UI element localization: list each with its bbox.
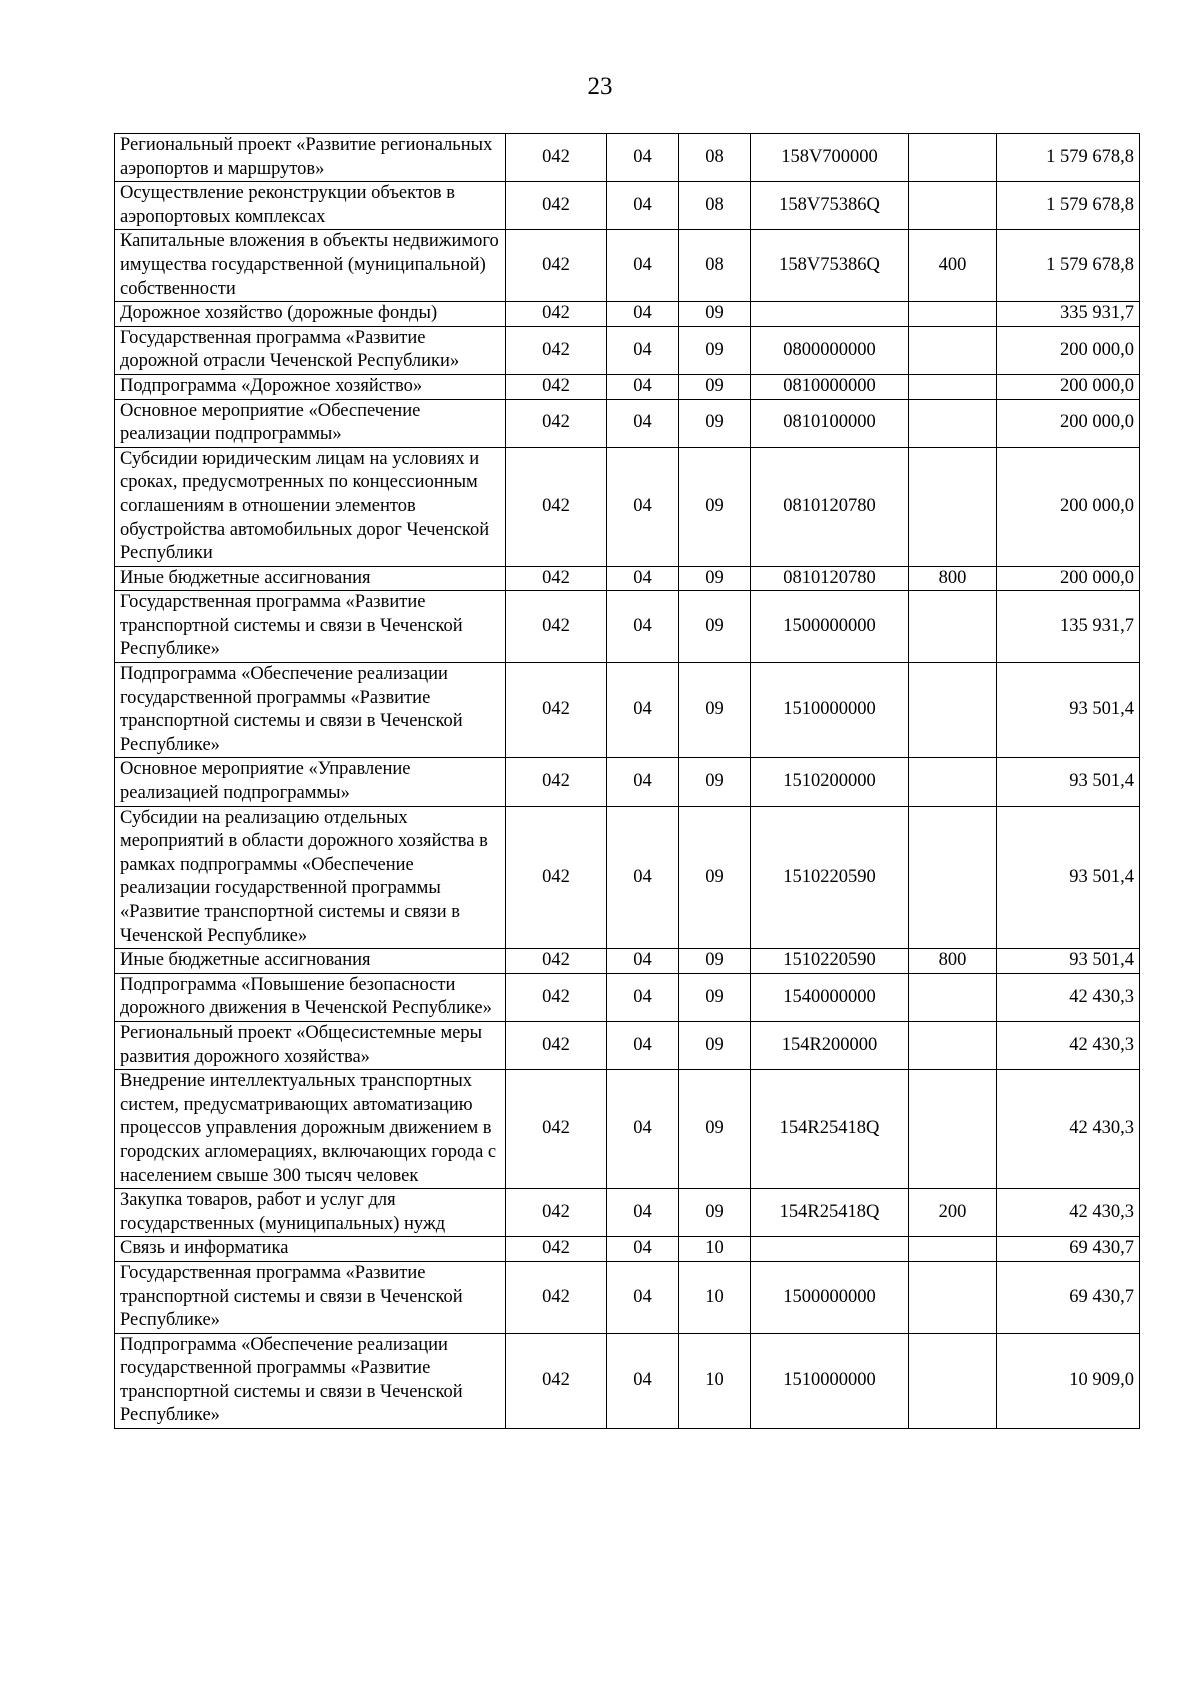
cell-target-code: 1510220590 — [751, 806, 909, 949]
cell-expense-type — [909, 1021, 997, 1069]
cell-gr-code: 042 — [506, 806, 607, 949]
cell-subsection-code: 10 — [679, 1237, 751, 1262]
cell-amount: 93 501,4 — [997, 806, 1140, 949]
cell-gr-code: 042 — [506, 758, 607, 806]
cell-subsection-code: 09 — [679, 973, 751, 1021]
cell-amount: 69 430,7 — [997, 1261, 1140, 1333]
budget-table-body — [115, 134, 1140, 1429]
cell-expense-type — [909, 1261, 997, 1333]
cell-name: Подпрограмма «Повышение безопасности дорожного движения в Чеченской Республике» — [115, 973, 506, 1021]
cell-section-code: 04 — [607, 230, 679, 302]
cell-subsection-code: 09 — [679, 326, 751, 374]
cell-amount: 200 000,0 — [997, 374, 1140, 399]
cell-amount: 42 430,3 — [997, 1070, 1140, 1189]
cell-amount: 42 430,3 — [997, 973, 1140, 1021]
cell-expense-type: 800 — [909, 566, 997, 591]
cell-name: Иные бюджетные ассигнования — [115, 949, 506, 974]
cell-amount: 69 430,7 — [997, 1237, 1140, 1262]
cell-expense-type: 400 — [909, 230, 997, 302]
cell-target-code: 1500000000 — [751, 1261, 909, 1333]
cell-section-code: 04 — [607, 1021, 679, 1069]
cell-expense-type — [909, 663, 997, 758]
cell-subsection-code: 09 — [679, 1189, 751, 1237]
cell-name: Связь и информатика — [115, 1237, 506, 1262]
cell-subsection-code: 09 — [679, 566, 751, 591]
cell-gr-code: 042 — [506, 973, 607, 1021]
cell-gr-code: 042 — [506, 1070, 607, 1189]
cell-subsection-code: 09 — [679, 447, 751, 566]
cell-subsection-code: 08 — [679, 182, 751, 230]
cell-gr-code: 042 — [506, 230, 607, 302]
table-row — [115, 1189, 1140, 1237]
cell-gr-code: 042 — [506, 566, 607, 591]
cell-subsection-code: 08 — [679, 134, 751, 182]
table-row — [115, 566, 1140, 591]
cell-target-code: 158V700000 — [751, 134, 909, 182]
cell-target-code: 158V75386Q — [751, 182, 909, 230]
cell-expense-type — [909, 591, 997, 663]
cell-amount: 200 000,0 — [997, 447, 1140, 566]
cell-amount: 200 000,0 — [997, 399, 1140, 447]
cell-amount: 1 579 678,8 — [997, 182, 1140, 230]
cell-name: Субсидии юридическим лицам на условиях и сроках, предусмотренных по концессионным соглашениям в отношении элементов обустройства автомобильных дорог Чеченской Республики — [115, 447, 506, 566]
table-row — [115, 1261, 1140, 1333]
cell-target-code — [751, 1237, 909, 1262]
table-row — [115, 591, 1140, 663]
cell-gr-code: 042 — [506, 399, 607, 447]
table-row — [115, 374, 1140, 399]
cell-name: Государственная программа «Развитие дорожной отрасли Чеченской Республики» — [115, 326, 506, 374]
cell-gr-code: 042 — [506, 134, 607, 182]
cell-gr-code: 042 — [506, 949, 607, 974]
cell-target-code: 1510220590 — [751, 949, 909, 974]
cell-gr-code: 042 — [506, 302, 607, 327]
cell-subsection-code: 09 — [679, 663, 751, 758]
cell-name: Подпрограмма «Дорожное хозяйство» — [115, 374, 506, 399]
cell-amount: 93 501,4 — [997, 949, 1140, 974]
cell-subsection-code: 09 — [679, 591, 751, 663]
cell-subsection-code: 09 — [679, 302, 751, 327]
cell-amount: 42 430,3 — [997, 1021, 1140, 1069]
cell-name: Региональный проект «Развитие региональных аэропортов и маршрутов» — [115, 134, 506, 182]
cell-subsection-code: 09 — [679, 1021, 751, 1069]
cell-amount: 1 579 678,8 — [997, 134, 1140, 182]
table-row — [115, 1070, 1140, 1189]
cell-amount: 93 501,4 — [997, 663, 1140, 758]
cell-expense-type — [909, 302, 997, 327]
cell-name: Подпрограмма «Обеспечение реализации государственной программы «Развитие транспортной системы и связи в Чеченской Республике» — [115, 1333, 506, 1428]
cell-subsection-code: 08 — [679, 230, 751, 302]
cell-target-code — [751, 302, 909, 327]
cell-target-code: 154R25418Q — [751, 1189, 909, 1237]
cell-section-code: 04 — [607, 399, 679, 447]
cell-target-code: 0810120780 — [751, 566, 909, 591]
cell-name: Капитальные вложения в объекты недвижимого имущества государственной (муниципальной) собственности — [115, 230, 506, 302]
cell-gr-code: 042 — [506, 663, 607, 758]
table-row — [115, 1237, 1140, 1262]
cell-gr-code: 042 — [506, 1237, 607, 1262]
cell-section-code: 04 — [607, 566, 679, 591]
cell-section-code: 04 — [607, 1189, 679, 1237]
page-number: 23 — [587, 73, 613, 100]
budget-table — [114, 133, 1140, 1429]
cell-section-code: 04 — [607, 1333, 679, 1428]
cell-amount: 200 000,0 — [997, 326, 1140, 374]
table-row — [115, 230, 1140, 302]
table-row — [115, 326, 1140, 374]
cell-amount: 10 909,0 — [997, 1333, 1140, 1428]
table-row — [115, 399, 1140, 447]
cell-target-code: 1510200000 — [751, 758, 909, 806]
cell-section-code: 04 — [607, 806, 679, 949]
table-row — [115, 806, 1140, 949]
cell-expense-type — [909, 134, 997, 182]
cell-name: Внедрение интеллектуальных транспортных систем, предусматривающих автоматизацию процессов управления дорожным движением в городских агломерациях, включающих города с населением свыше 300 тысяч человек — [115, 1070, 506, 1189]
cell-section-code: 04 — [607, 447, 679, 566]
cell-subsection-code: 09 — [679, 949, 751, 974]
cell-target-code: 0800000000 — [751, 326, 909, 374]
cell-name: Региональный проект «Общесистемные меры развития дорожного хозяйства» — [115, 1021, 506, 1069]
cell-name: Основное мероприятие «Обеспечение реализации подпрограммы» — [115, 399, 506, 447]
cell-section-code: 04 — [607, 591, 679, 663]
table-row — [115, 447, 1140, 566]
cell-name: Осуществление реконструкции объектов в аэропортовых комплексах — [115, 182, 506, 230]
table-row — [115, 663, 1140, 758]
table-row — [115, 949, 1140, 974]
cell-subsection-code: 10 — [679, 1333, 751, 1428]
cell-target-code: 1500000000 — [751, 591, 909, 663]
cell-expense-type — [909, 973, 997, 1021]
cell-gr-code: 042 — [506, 1021, 607, 1069]
cell-expense-type — [909, 806, 997, 949]
cell-subsection-code: 09 — [679, 374, 751, 399]
cell-gr-code: 042 — [506, 1189, 607, 1237]
table-row — [115, 973, 1140, 1021]
cell-expense-type — [909, 326, 997, 374]
cell-expense-type: 800 — [909, 949, 997, 974]
cell-expense-type — [909, 447, 997, 566]
cell-target-code: 154R200000 — [751, 1021, 909, 1069]
cell-amount: 42 430,3 — [997, 1189, 1140, 1237]
cell-amount: 335 931,7 — [997, 302, 1140, 327]
cell-target-code: 154R25418Q — [751, 1070, 909, 1189]
cell-amount: 93 501,4 — [997, 758, 1140, 806]
cell-amount: 135 931,7 — [997, 591, 1140, 663]
cell-gr-code: 042 — [506, 182, 607, 230]
cell-target-code: 0810120780 — [751, 447, 909, 566]
cell-name: Субсидии на реализацию отдельных мероприятий в области дорожного хозяйства в рамках подпрограммы «Обеспечение реализации государственной программы «Развитие транспортной системы и связи в Чеченской Республике» — [115, 806, 506, 949]
cell-section-code: 04 — [607, 758, 679, 806]
cell-section-code: 04 — [607, 302, 679, 327]
cell-section-code: 04 — [607, 949, 679, 974]
cell-subsection-code: 09 — [679, 806, 751, 949]
cell-expense-type — [909, 1070, 997, 1189]
cell-gr-code: 042 — [506, 374, 607, 399]
cell-amount: 200 000,0 — [997, 566, 1140, 591]
cell-subsection-code: 10 — [679, 1261, 751, 1333]
cell-section-code: 04 — [607, 1070, 679, 1189]
cell-gr-code: 042 — [506, 326, 607, 374]
cell-section-code: 04 — [607, 374, 679, 399]
cell-subsection-code: 09 — [679, 1070, 751, 1189]
cell-name: Закупка товаров, работ и услуг для государственных (муниципальных) нужд — [115, 1189, 506, 1237]
cell-section-code: 04 — [607, 134, 679, 182]
cell-name: Государственная программа «Развитие транспортной системы и связи в Чеченской Республике» — [115, 1261, 506, 1333]
cell-section-code: 04 — [607, 663, 679, 758]
cell-expense-type — [909, 399, 997, 447]
cell-gr-code: 042 — [506, 447, 607, 566]
cell-name: Основное мероприятие «Управление реализацией подпрограммы» — [115, 758, 506, 806]
cell-name: Иные бюджетные ассигнования — [115, 566, 506, 591]
table-row — [115, 1021, 1140, 1069]
cell-target-code: 1510000000 — [751, 1333, 909, 1428]
cell-amount: 1 579 678,8 — [997, 230, 1140, 302]
cell-target-code: 0810000000 — [751, 374, 909, 399]
cell-section-code: 04 — [607, 1237, 679, 1262]
cell-expense-type — [909, 374, 997, 399]
cell-expense-type — [909, 1237, 997, 1262]
cell-gr-code: 042 — [506, 1261, 607, 1333]
cell-expense-type: 200 — [909, 1189, 997, 1237]
cell-target-code: 1510000000 — [751, 663, 909, 758]
table-row — [115, 302, 1140, 327]
cell-section-code: 04 — [607, 182, 679, 230]
table-row — [115, 134, 1140, 182]
cell-section-code: 04 — [607, 973, 679, 1021]
table-row — [115, 758, 1140, 806]
cell-section-code: 04 — [607, 326, 679, 374]
cell-expense-type — [909, 182, 997, 230]
cell-expense-type — [909, 1333, 997, 1428]
cell-subsection-code: 09 — [679, 399, 751, 447]
cell-target-code: 0810100000 — [751, 399, 909, 447]
cell-gr-code: 042 — [506, 591, 607, 663]
cell-target-code: 158V75386Q — [751, 230, 909, 302]
cell-subsection-code: 09 — [679, 758, 751, 806]
cell-name: Дорожное хозяйство (дорожные фонды) — [115, 302, 506, 327]
cell-target-code: 1540000000 — [751, 973, 909, 1021]
cell-expense-type — [909, 758, 997, 806]
table-row — [115, 182, 1140, 230]
cell-name: Государственная программа «Развитие транспортной системы и связи в Чеченской Республике» — [115, 591, 506, 663]
cell-gr-code: 042 — [506, 1333, 607, 1428]
table-row — [115, 1333, 1140, 1428]
cell-section-code: 04 — [607, 1261, 679, 1333]
cell-name: Подпрограмма «Обеспечение реализации государственной программы «Развитие транспортной системы и связи в Чеченской Республике» — [115, 663, 506, 758]
